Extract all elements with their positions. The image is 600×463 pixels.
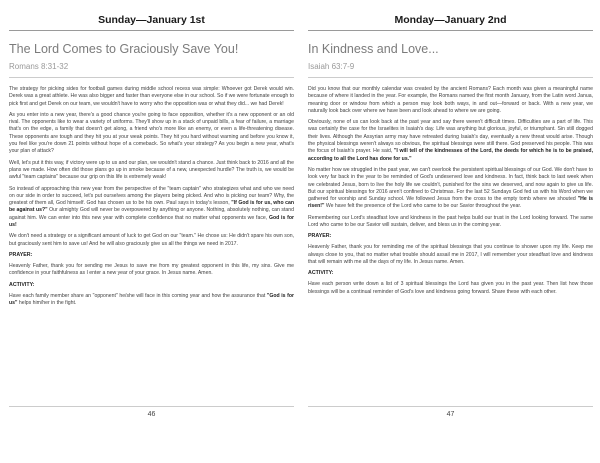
day-header: Sunday—January 1st xyxy=(98,14,205,26)
activity-label: ACTIVITY: xyxy=(9,281,35,288)
paragraph xyxy=(308,167,593,211)
bold-quote: "I will tell of the kindnesses of the Lord, the deeds for which he is to be praised, according to all the Lord has done for us." xyxy=(308,148,593,162)
bold-quote: "He is risen!" xyxy=(308,196,593,210)
left-page xyxy=(9,0,294,463)
prayer-text: Heavenly Father, thank you for sending me Jesus to save me from my greatest opponent in this life, my sins. Give me confidence in your faithfulness as I enter a new year of your grace. In Jesus name. Amen. xyxy=(9,262,294,277)
paragraph: We don't need a strategy or a significant amount of luck to get God on our "team." He chose us: He didn't spare his own son, but graciously sent him to save us! And he will also graciously give us all the things we need in 2017. xyxy=(9,233,294,247)
header-rule xyxy=(308,30,593,31)
activity-text xyxy=(9,293,294,308)
text-run: helps him/her in the fight. xyxy=(17,299,77,306)
text-run: Our almighty God will never be overpowered by anything or anyone. Nothing, absolutely nothing, can stand against him. We can enter into this new year with complete confidence that no matter what opponents we face, xyxy=(9,207,294,221)
paragraph: Remembering our Lord's steadfast love and kindness in the past helps build our trust in the Lord looking forward. The same Lord who came to be our Savior will sustain, deliver, and bless us in the coming year. xyxy=(308,214,593,229)
prayer-label: PRAYER: xyxy=(308,233,332,240)
text-run: Obviously, none of us can look back at the past year and say there weren't difficult times. Difficulties are a part of life. This was certainly the case for the Israelites in Isaiah's day. Life was anything but glorious, joyful, or triumphant. Sin still dogged their lives. Although the Assyrian army may have retreated during Isaiah's day, eventually a new threat would arise. Though the physical blessings weren't always so obvious, the spiritual blessings were still there. God preserved his people. This was the focus of Isaiah's prayer. He said, xyxy=(308,119,593,155)
footer-rule xyxy=(308,406,593,407)
paragraph: The strategy for picking sides for football games during middle school recess was simple: Whoever got Derek would win. Derek was a great athlete. He was also bigger and faster than everyone else in our school. So if we were fortunate enough to pick first and get Derek on our team, we wouldn't have to worry who the opposition was or what they did... we had Derek! xyxy=(9,86,294,107)
title-divider xyxy=(308,77,593,78)
title-divider xyxy=(9,77,294,78)
paragraph: As you enter into a new year, there's a good chance you're going to face opposition, whether it's a new opponent or an old rival. The opponents like to wear a variety of uniforms. They'll show up in a stack of unpaid bills, a fear of failure, a marriage that's on the edge, a family that doesn't get along, a friend who's more like an enemy, or even a life-threatening disease. These opponents are tough and they hit you at your weak points. They hit you hard without warning and before you know it, you feel like you're down 21 points without hope of a comeback. So what's your strategy? As you begin a new year, what's your plan of attack? xyxy=(9,111,294,155)
activity-text: Have each person write down a list of 3 spiritual blessings the Lord has given you in the past year. Then list how those blessings will be a continual reminder of God's love and kindness going forward. Share these with each other. xyxy=(308,281,593,295)
header-rule xyxy=(9,30,294,31)
prayer-text: Heavenly Father, thank you for reminding me of the spiritual blessings that you continue to shower upon my life. Keep me always close to you, that no matter what trouble should assail me in 2017, I will remember your steadfast love and kindness that will remain with me all the days of my life. In Jesus name. Amen. xyxy=(308,244,593,265)
paragraph: Did you know that our monthly calendar was created by the ancient Romans? Each month was given a meaningful name because of where it landed in the year. For example, the Romans named the first month January, from the Latin word Janua, meaning door or window from which a person may look both ways, in and out—forward or back. With a new year, we naturally look back over where we have been and look ahead to where we are going. xyxy=(308,86,593,114)
scripture-reference: Isaiah 63:7-9 xyxy=(308,62,355,71)
text-run: Have each family member share an "opponent" he/she will face in this coming year and how the assurance that xyxy=(9,292,267,299)
paragraph: Well, let's put it this way, if victory were up to us and our plan, we wouldn't stand a chance. Just think back to 2016 and all the plans we made. How often did those plans go up in smoke because of a new, unexpected hurdle? The truth is, we would be awful "team captains" because our grip on this life is extremely weak! xyxy=(9,159,294,181)
bold-quote: "God is for us" xyxy=(9,292,294,306)
page-number: 46 xyxy=(147,411,156,418)
footer-rule xyxy=(9,406,294,407)
scripture-reference: Romans 8:31-32 xyxy=(9,62,69,71)
text-run: So instead of approaching this new year from the perspective of the "team captain" who strategizes what and who we need on our side in order to succeed, let's put ourselves among the players being picked. And who is picking our team? Why, the greatest of them all, God himself. God has chosen us to be his own. Paul says in today's lesson, xyxy=(9,185,294,207)
devotion-title: In Kindness and Love... xyxy=(308,42,439,56)
bold-quote: "If God is for us, who can be against us?" xyxy=(9,200,294,214)
right-page xyxy=(308,0,593,463)
page-number: 47 xyxy=(446,411,455,418)
devotion-body xyxy=(9,86,294,307)
devotion-body xyxy=(308,86,593,296)
activity-label: ACTIVITY: xyxy=(308,270,334,277)
day-header: Monday—January 2nd xyxy=(394,14,507,26)
text-run: No matter how we struggled in the past year, we can't overlook the persistent spiritual blessings of our God. We don't have to look very far back in the year to be reminded of God's undeserved love and kindness. In fact, think back to last week when we celebrated Jesus, born to live the holy life we couldn't, punished for the sins we deserved, and now again to give us life. But our spiritual blessings for 2016 aren't confined to Christmas. For the last 52 Sundays God fed us with his Word when we gathered for worship and Sunday school. We followed Jesus from the cross to the empty tomb where we shouted xyxy=(308,166,593,203)
devotion-title: The Lord Comes to Graciously Save You! xyxy=(9,42,239,56)
prayer-label: PRAYER: xyxy=(9,251,33,258)
bold-quote: God is for us! xyxy=(9,214,294,229)
text-run: We have felt the presence of the Lord who came to be our Savior throughout the year. xyxy=(324,203,522,210)
paragraph xyxy=(9,186,294,230)
paragraph xyxy=(308,119,593,163)
